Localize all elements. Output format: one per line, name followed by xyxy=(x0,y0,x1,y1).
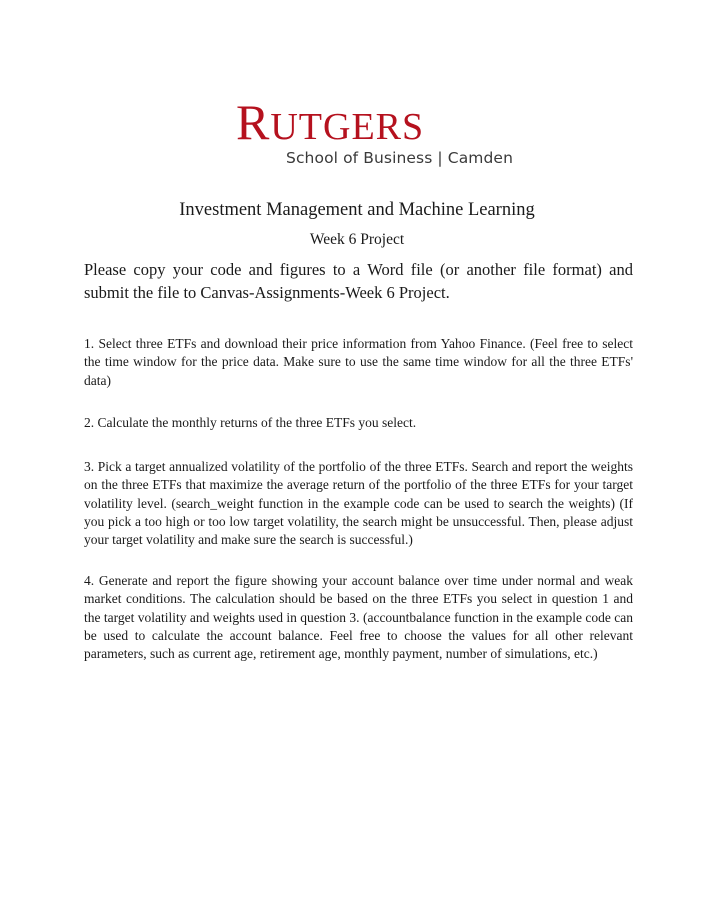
question-1: 1. Select three ETFs and download their price information from Yahoo Finance. (Feel free to select the time window for the price data. Make sure to use the same time window for all the three ETFs' data) xyxy=(84,336,633,388)
document-subtitle: Week 6 Project xyxy=(309,231,405,248)
question-4: 4. Generate and report the figure showing your account balance over time under normal and weak market conditions. The calculation should be based on the three ETFs you select in question 1 and the target volatility and weights used in question 3. (accountbalance function in the example code can be used to calculate the account balance. Feel free to choose the values for all other relevant parameters, such as current age, retirement age, monthly payment, number of simulations, etc.) xyxy=(84,573,633,662)
document-title: Investment Management and Machine Learning xyxy=(179,200,535,220)
question-3: 3. Pick a target annualized volatility of the portfolio of the three ETFs. Search and report the weights on the three ETFs that maximize the average return of the portfolio of the three ETFs for your target volatility level. (search_weight function in the example code can be used to search the weights) (If you pick a too high or too low target volatility, the search might be unsuccessful. Then, please adjust your target volatility and make sure the search is successful.) xyxy=(84,459,633,548)
question-2: 2. Calculate the monthly returns of the three ETFs you select. xyxy=(84,415,417,430)
logo-subtitle: School of Business | Camden xyxy=(286,149,513,167)
logo-wordmark: RUTGERS xyxy=(236,94,425,150)
intro-paragraph: Please copy your code and figures to a Word file (or another file format) and submit the file to Canvas-Assignments-Week 6 Project. xyxy=(84,260,633,302)
rutgers-logo xyxy=(236,94,513,172)
